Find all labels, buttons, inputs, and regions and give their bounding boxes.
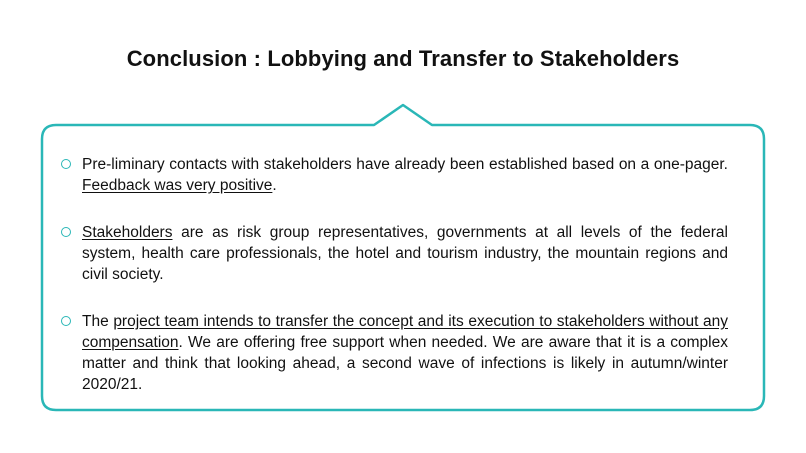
bullet-list [82,154,728,395]
bullet-text: Pre-liminary contacts with stakeholders have already been established based on a one-pager. [82,156,728,173]
underlined-phrase: Stakeholders [82,224,173,241]
bullet-text: are as risk group representatives, governments at all levels of the federal system, health care professionals, the hotel and tourism industry, the mountain regions and civil society. [82,224,728,283]
underlined-phrase: Feedback was very positive [82,177,273,194]
bullet-text: . [272,177,277,194]
bullet-item [82,311,728,395]
circle-bullet-icon [61,227,71,237]
bullet-text: The [82,313,114,330]
slide-title: Conclusion : Lobbying and Transfer to Stakeholders [126,46,680,71]
circle-bullet-icon [61,159,71,169]
bullet-item [82,154,728,196]
bullet-item [82,222,728,285]
circle-bullet-icon [61,316,71,326]
underlined-phrase: project team intends to transfer the concept and its execution to stakeholders without any compensation [82,313,728,351]
bullet-text: . We are offering free support when needed. We are aware that it is a complex matter and think that looking ahead, a second wave of infections is likely in autumn/winter 2020/21. [82,334,728,393]
